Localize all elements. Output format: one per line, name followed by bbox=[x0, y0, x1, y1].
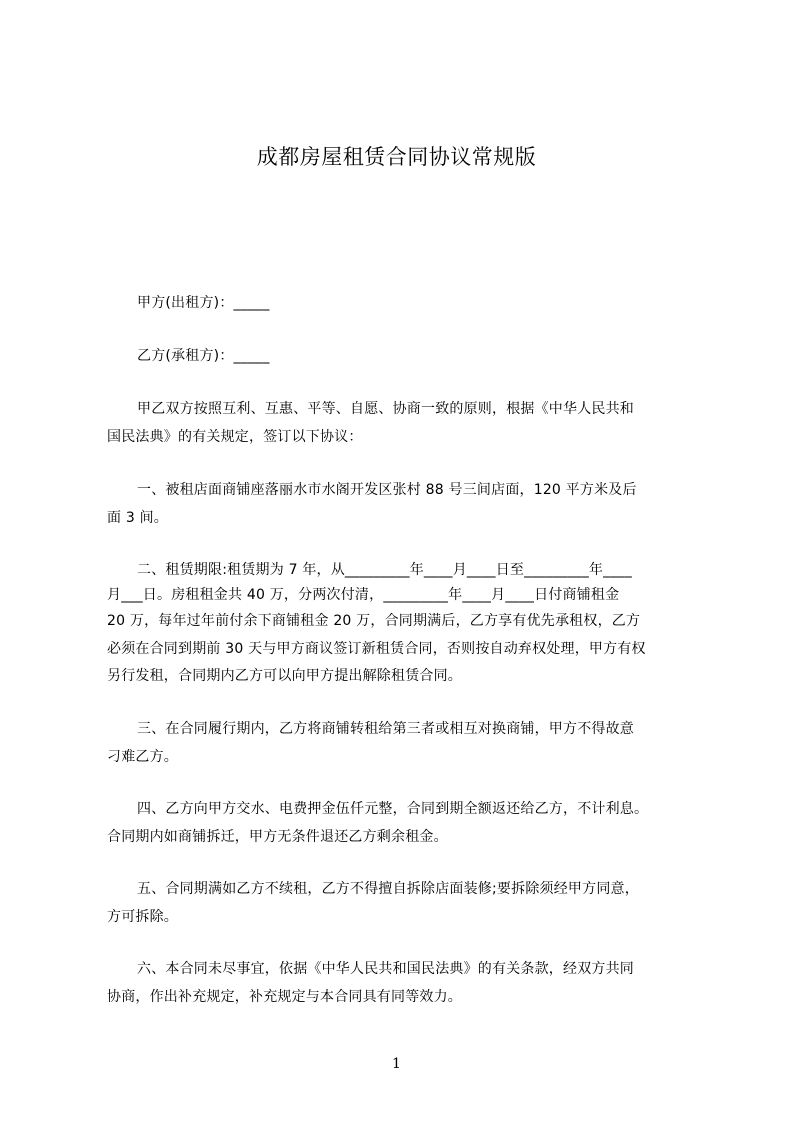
document-title: 成都房屋租赁合同协议常规版 bbox=[256, 145, 537, 169]
clause-1-line-1: 一、被租店面商铺座落丽水市水阁开发区张村 88 号三间店面，120 平方米及后 bbox=[137, 482, 637, 498]
clause-2-line-4: 必须在合同到期前 30 天与甲方商议签订新租赁合同，否则按自动弃权处理，甲方有权 bbox=[107, 641, 646, 657]
party-a-line: 甲方(出租方)：_____ bbox=[137, 295, 270, 311]
clause-2-line-1: 二、租赁期限:租赁期为 7 年，从_________年____月____日至_________年____ bbox=[137, 562, 632, 578]
clause-2-line-2: 月___日。房租租金共 40 万，分两次付清，_________年____月____日付商铺租金 bbox=[107, 587, 620, 603]
clause-5-line-2: 方可拆除。 bbox=[107, 909, 178, 925]
clause-6-line-2: 协商，作出补充规定，补充规定与本合同具有同等效力。 bbox=[107, 989, 462, 1005]
party-b-line: 乙方(承租方)：_____ bbox=[137, 348, 270, 364]
clause-6-line-1: 六、本合同未尽事宜，依据《中华人民共和国民法典》的有关条款，经双方共同 bbox=[137, 961, 634, 977]
clause-1-line-2: 面 3 间。 bbox=[107, 510, 169, 526]
clause-4-line-1: 四、乙方向甲方交水、电费押金伍仟元整，合同到期全额返还给乙方，不计利息。 bbox=[137, 801, 649, 817]
clause-2-line-3: 20 万，每年过年前付余下商铺租金 20 万，合同期满后，乙方享有优先承租权，乙方 bbox=[107, 613, 641, 629]
clause-3-line-1: 三、在合同履行期内，乙方将商铺转租给第三者或相互对换商铺，甲方不得故意 bbox=[137, 721, 634, 737]
page-number: 1 bbox=[392, 1056, 401, 1072]
clause-5-line-1: 五、合同期满如乙方不续租，乙方不得擅自拆除店面装修;要拆除须经甲方同意， bbox=[137, 881, 639, 897]
clause-3-line-2: 刁难乙方。 bbox=[107, 749, 178, 765]
intro-line-2: 国民法典》的有关规定，签订以下协议： bbox=[107, 429, 363, 445]
clause-2-line-5: 另行发租，合同期内乙方可以向甲方提出解除租赁合同。 bbox=[107, 668, 462, 684]
intro-line-1: 甲乙双方按照互利、互惠、平等、自愿、协商一致的原则，根据《中华人民共和 bbox=[137, 401, 634, 417]
clause-4-line-2: 合同期内如商铺拆迁，甲方无条件退还乙方剩余租金。 bbox=[107, 829, 448, 845]
